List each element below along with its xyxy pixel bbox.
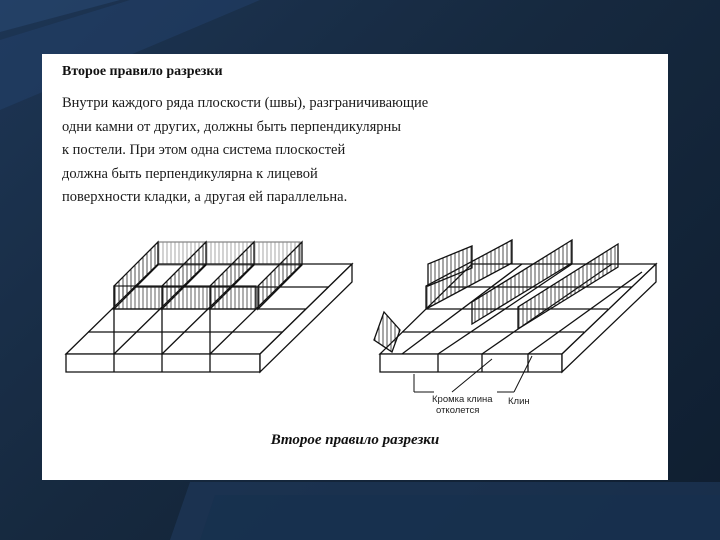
- paragraph-line: должна быть перпендикулярна к лицевой: [62, 165, 318, 182]
- masonry-diagram: [42, 54, 668, 480]
- slide-heading: Второе правило разрезки: [62, 64, 223, 79]
- paragraph-line: Внутри каждого ряда плоскости (швы), разграничивающие: [62, 95, 429, 111]
- slide-panel: [42, 54, 668, 480]
- label-wedge: Клин: [508, 396, 530, 407]
- right-block-wedge-cut: [374, 240, 656, 372]
- figure-caption: Второе правило разрезки: [270, 432, 440, 448]
- paragraph-line: одни камни от других, должны быть перпендикулярны: [62, 118, 402, 135]
- left-block-correct-cut: [66, 242, 352, 372]
- paragraph-line: к постели. При этом одна система плоскостей: [62, 142, 346, 158]
- paragraph-line: поверхности кладки, а другая ей параллельна.: [62, 189, 348, 205]
- label-wedge-edge-1: Кромка клина: [432, 394, 493, 405]
- label-wedge-edge-2: отколется: [436, 405, 480, 416]
